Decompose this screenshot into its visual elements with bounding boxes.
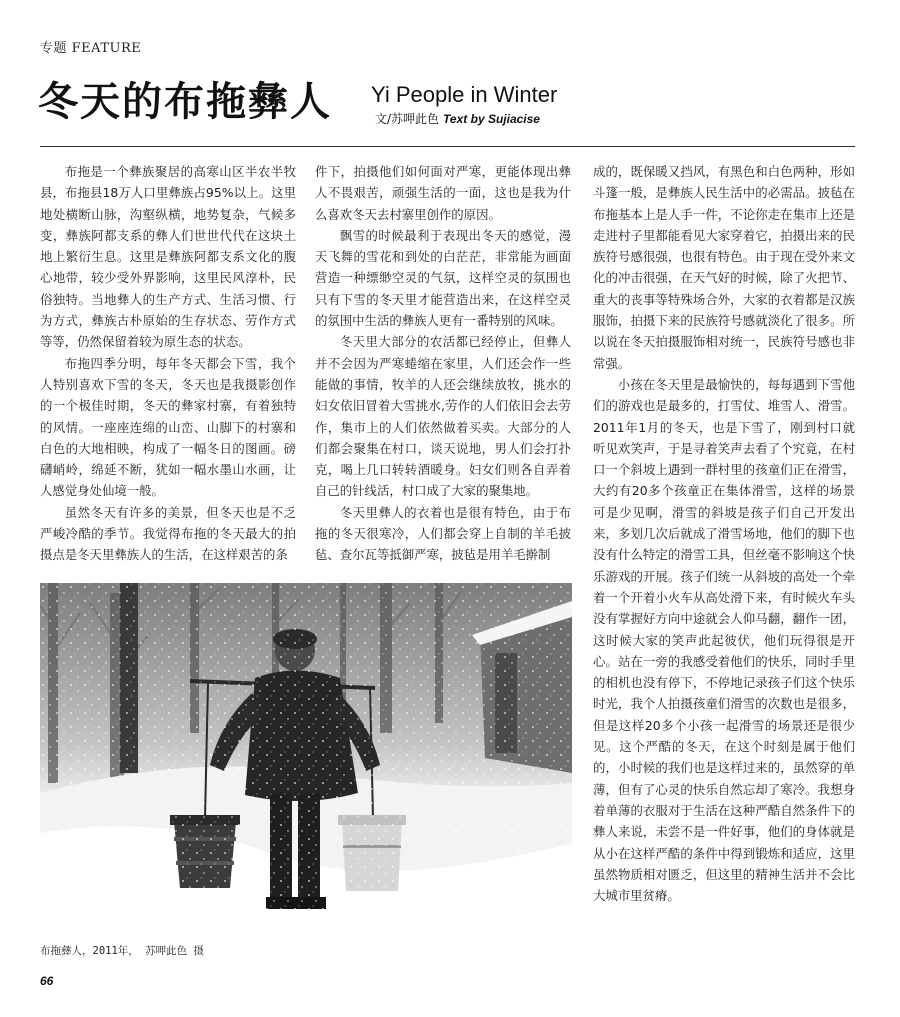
- photo-illustration: [40, 583, 572, 940]
- byline-english: Text by Sujiacise: [443, 112, 540, 126]
- paragraph: 飘雪的时候最利于表现出冬天的感觉，漫天飞舞的雪花和到处的白茫茫，非常能为画面营造一种缥缈空灵的气氛，这样空灵的氛围也只有下雪的冬天里才能营造出来，在这样空灵的氛围中生活的彝族人更有一番特别的风味。: [315, 227, 571, 329]
- paragraph: 虽然冬天有许多的美景，但冬天也是不乏严峻冷酷的季节。我觉得布拖的冬天最大的拍摄点是冬天里彝族人的生活，在这样艰苦的条: [40, 504, 296, 563]
- text-column-3: [593, 161, 855, 906]
- paragraph: 布拖四季分明，每年冬天都会下雪，我个人特别喜欢下雪的冬天，冬天也是我摄影创作的一个极佳时期，冬天的彝家村寨，有着独特的风情。一座座连绵的山峦、山脚下的村寨和白色的大地相映，构成了一幅冬日的图画。磅礴峭岭，绵延不断，犹如一幅水墨山水画，让人感觉身处仙境一般。: [40, 355, 296, 499]
- section-label: 专题 FEATURE: [40, 41, 142, 56]
- paragraph: 冬天里彝人的衣着也是很有特色，由于布拖的冬天很寒冷，人们都会穿上自制的羊毛披毡、查尔瓦等抵御严寒，披毡是用羊毛擀制: [315, 504, 571, 563]
- text-column-2: [315, 161, 571, 566]
- title-divider: [40, 146, 855, 147]
- paragraph: 冬天里大部分的农活都已经停止，但彝人并不会因为严寒蜷缩在家里，人们还会作一些能做的事情，牧羊的人还会继续放牧，挑水的妇女依旧冒着大雪挑水,劳作的人们依旧会去劳作，集市上的人们依然做着买卖。大部分的人们都会聚集在村口，谈天说地，男人们会打扑克，喝上几口转转酒暖身。妇女们则各自弄着自己的针线活，村口成了大家的聚集地。: [315, 334, 571, 499]
- article-title-english: Yi People in Winter: [371, 82, 558, 107]
- article-title-chinese: 冬天的布拖彝人: [38, 79, 332, 125]
- paragraph: 小孩在冬天里是最愉快的，每每遇到下雪他们的游戏也是最多的，打雪仗、堆雪人、滑雪。2011年1月的冬天，也是下雪了，刚到村口就听见欢笑声，于是寻着笑声去看了个究竟，在村口一个斜坡上遇到一群村里的孩童们正在滑雪，大约有20多个孩童正在集体滑雪，这样的场景可是少见啊，滑雪的斜坡是孩子们自己开发出来，多划几次后就成了滑雪场地，他们的脚下也没有什么特定的滑雪工具，但丝毫不影响这个快乐游戏的开展。孩子们统一从斜坡的高处一个牵着一个开着小火车从高处滑下来，有时候火车头没有掌握好方向中途就会人仰马翻，翻作一团，这时候大家的笑声此起彼伏，他们玩得很是开心。站在一旁的我感受着他们的快乐，同时手里的相机也没有停下，不停地记录孩子们这个快乐时光，我个人拍摄孩童们滑雪的次数也是很多，但是这样20多个小孩一起滑雪的场景还是很少见。这个严酷的冬天，在这个时刻是属于他们的，小时候的我们也是这样过来的，虽然穿的单薄，但有了心灵的快乐自然忘却了寒冷。我想身着单薄的衣服对于生活在这种严酷自然条件下的彝人来说，未尝不是一件好事，他们的身体就是从小在这样严酷的条件中得到锻炼和适应，这里虽然物质相对匮乏，但这里的精神生活并不会比大城市里贫瘠。: [593, 376, 855, 904]
- paragraph: 件下，拍摄他们如何面对严寒，更能体现出彝人不畏艰苦，顽强生活的一面，这也是我为什么喜欢冬天去村寨里创作的原因。: [315, 164, 571, 222]
- page-number: 66: [40, 974, 54, 988]
- paragraph: 成的，既保暖又挡风，有黑色和白色两种，形如斗篷一般，是彝族人民生活中的必需品。披毡在布拖基本上是人手一件，不论你走在集市上还是走进村子里都能看见大家穿着它，拍摄出来的民族符号感很强，也很有特色。由于现在受外来文化的冲击很强，在天气好的时候，除了火把节、重大的丧事等特殊场合外，大家的衣着都是汉族服饰，拍摄下来的民族符号感就淡化了很多。所以说在冬天拍摄服饰相对统一，民族符号感也非常强。: [593, 164, 855, 371]
- photo-snow-water-carrier: [40, 583, 572, 940]
- byline-chinese: 文/苏呷此色: [375, 112, 440, 126]
- paragraph: 布拖是一个彝族聚居的高寒山区半农半牧县，布拖县18万人口里彝族占95%以上。这里地处横断山脉，沟壑纵横，地势复杂，气候多变，彝族阿都支系的彝人们世世代代在这块土地上繁衍生息。这里是彝族阿都支系文化的腹心地带，较少受外界影响，这里民风淳朴，民俗独特。当地彝人的生产方式、生活习惯、行为方式，彝族古朴原始的生存状态、劳作方式等等，仍然保留着较为原生态的状态。: [40, 164, 296, 350]
- byline: [375, 111, 540, 127]
- text-column-1: [40, 161, 296, 566]
- photo-caption: 布拖彝人，2011年， 苏呷此色 摄: [40, 945, 204, 957]
